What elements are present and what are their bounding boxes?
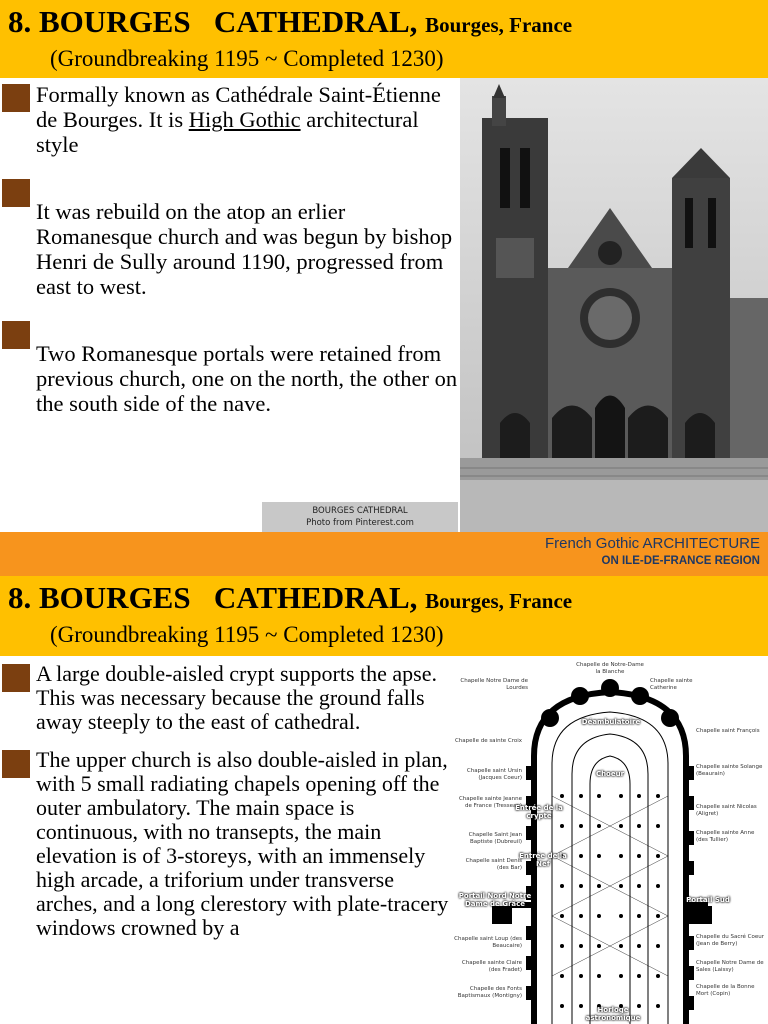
slide-2 <box>0 576 768 1024</box>
bullet-text: The upper church is also double-aisled in plan, with 5 small radiating chapels opening off the outer ambulatory. The main space is continuous, with no transepts, the main elevation is of 3-storeys, with an immensely high arcade, a triforium under transverse arches, and a long clerestory with plate-tracery windows crowned by a <box>36 747 449 940</box>
plan-tag-north-portal: Portail Nord Notre Dame de Grâce <box>458 892 532 908</box>
slide-1-subtitle: (Groundbreaking 1195 ~ Completed 1230) <box>50 46 444 71</box>
bullet-item <box>0 662 450 734</box>
caption-title: BOURGES CATHEDRAL <box>312 506 408 516</box>
bullet-square-icon <box>2 664 30 692</box>
bullet-text: Formally known as Cathédrale Saint-Étienne de Bourges. It is <box>36 82 441 132</box>
plan-label: Chapelle sainte Claire (des Fradet) <box>461 960 522 973</box>
plan-label: Chapelle Saint Jean Baptiste (Dubreuil) <box>468 832 522 845</box>
slide-1-bullet-list <box>0 82 460 436</box>
plan-label: Chapelle saint François <box>696 728 760 734</box>
bullet-square-icon <box>2 321 30 349</box>
footer-title: French Gothic ARCHITECTURE <box>544 535 760 552</box>
title-location: Bourges, France <box>425 13 573 37</box>
cathedral-facade-image <box>460 78 768 532</box>
cathedral-photo <box>460 78 768 532</box>
title-text: 8. BOURGES CATHEDRAL, <box>8 4 418 39</box>
floor-plan <box>452 656 768 1024</box>
plan-label: Chapelle de sainte Croix <box>454 738 522 744</box>
title-location: Bourges, France <box>425 589 573 613</box>
plan-tag-crypt: Entrée de la crypte <box>515 804 563 820</box>
plan-label: Chapelle saint Denis (des Bar) <box>465 858 522 871</box>
bullet-item <box>0 177 460 299</box>
bullet-item <box>0 319 460 416</box>
plan-tag-ambulatory: Déambulatoire <box>581 718 641 726</box>
slide-1-header <box>0 0 768 78</box>
plan-label: Chapelle du Sacré Coeur (Jean de Berry) <box>696 934 764 947</box>
plan-label: Chapelle de Notre-Dame la Blanche <box>576 662 644 675</box>
slide-1-title <box>8 4 572 40</box>
plan-label: Chapelle sainte Solange (Beaurain) <box>696 764 763 777</box>
plan-tag-choir: Choeur <box>595 770 625 778</box>
bullet-square-icon <box>2 179 30 207</box>
plan-label: Chapelle saint Ursin (Jacques Coeur) <box>466 768 522 781</box>
bullet-text: It was rebuild on the atop an erlier Romanesque church and was begun by bishop Henri de Sully around 1190, progressed from east to west. <box>36 199 453 299</box>
plan-tag-entrance: Entrée de la Nef <box>519 852 567 868</box>
slide-2-header <box>0 576 768 656</box>
plan-label: Chapelle Notre Dame de Sales (Laissy) <box>696 960 764 973</box>
plan-label: Chapelle sainte Jeanne de France (Tresseau) <box>458 796 522 809</box>
high-gothic-link[interactable]: High Gothic <box>188 107 301 132</box>
plan-label: Chapelle Notre Dame de Lourdes <box>460 678 528 691</box>
slide-2-title <box>8 580 572 616</box>
plan-label: Chapelle saint Nicolas (Aligret) <box>696 804 757 817</box>
plan-tag-clock: Horloge astronomique <box>585 1006 641 1022</box>
bullet-text: architectural style <box>36 107 419 157</box>
photo-caption <box>262 502 458 532</box>
plan-label: Chapelle sainte Catherine <box>650 678 693 691</box>
plan-tag-south-portal: Portail Sud <box>686 896 730 904</box>
footer-subtitle: ON ILE-DE-FRANCE REGION <box>601 555 760 567</box>
plan-label: Chapelle saint Loup (des Beaucaire) <box>454 936 522 949</box>
bullet-square-icon <box>2 84 30 112</box>
bullet-text: Two Romanesque portals were retained from previous church, one on the north, the other on the south side of the nave. <box>36 341 458 416</box>
caption-source: Photo from Pinterest.com <box>306 518 414 528</box>
slide-2-bullet-list <box>0 662 450 954</box>
plan-label: Chapelle sainte Anne (des Tullier) <box>696 830 755 843</box>
slide-2-subtitle: (Groundbreaking 1195 ~ Completed 1230) <box>50 622 444 647</box>
bullet-item <box>0 82 460 157</box>
title-text: 8. BOURGES CATHEDRAL, <box>8 580 418 615</box>
bullet-item <box>0 748 450 940</box>
bullet-square-icon <box>2 750 30 778</box>
bullet-text: A large double-aisled crypt supports the apse. This was necessary because the ground falls away steeply to the east of cathedral. <box>36 661 437 734</box>
plan-label: Chapelle de la Bonne Mort (Copin) <box>696 984 755 997</box>
plan-label: Chapelle des Fonts Baptismaux (Montigny) <box>457 986 522 999</box>
